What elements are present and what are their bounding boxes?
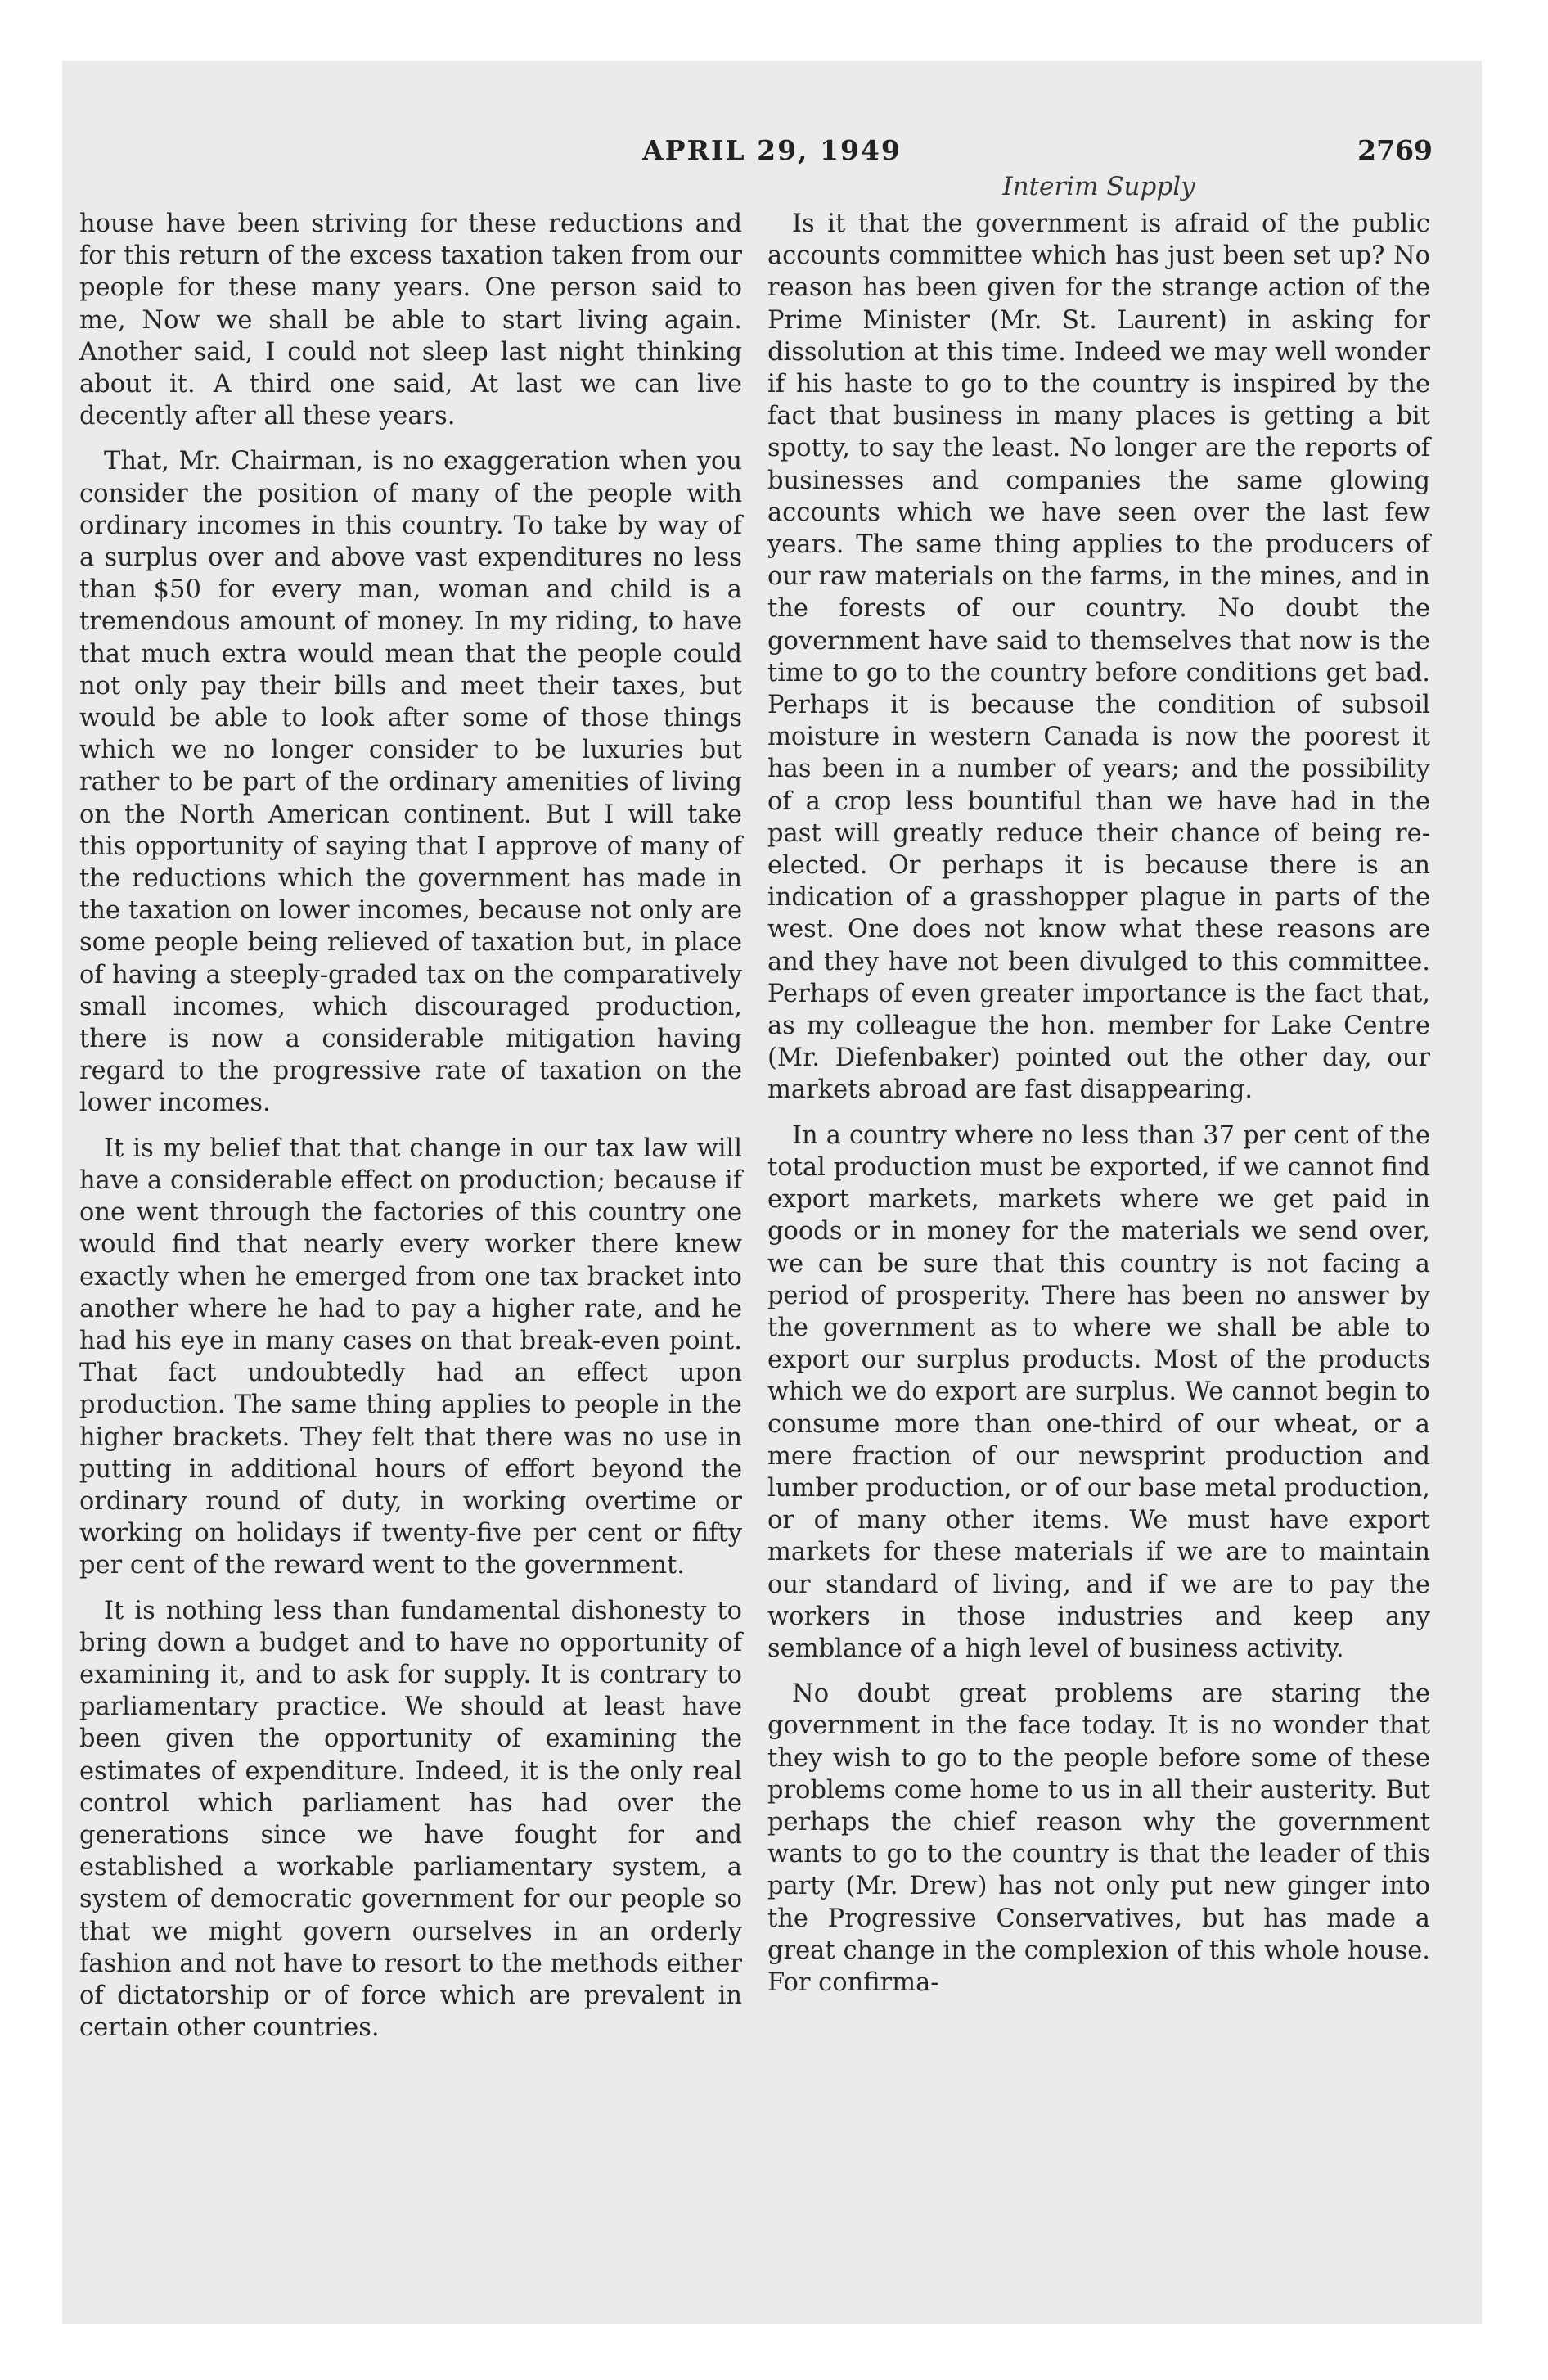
header-date: APRIL 29, 1949 xyxy=(642,134,902,166)
left-column xyxy=(79,208,742,2057)
left-paragraph-4: It is nothing less than fundamental dishonesty to bring down a budget and to have no opportunity of examining it, and to ask for supply. It is contrary to parliamentary practice. We should at least have been given the opportunity of examining the estimates of expenditure. Indeed, it is the only real control which parliament has had over the generations since we have fought for and established a workable parliamentary system, a system of democratic government for our people so that we might govern ourselves in an orderly fashion and not have to resort to the methods either of dictatorship or of force which are prevalent in certain other countries. xyxy=(79,1596,742,2043)
left-paragraph-3: It is my belief that that change in our tax law will have a considerable effect on production; because if one went through the factories of this country one would find that nearly every worker there knew exactly when he emerged from one tax bracket into another where he had to pay a higher rate, and he had his eye in many cases on that break-even point. That fact undoubtedly had an effect upon production. The same thing applies to people in the higher brackets. They felt that there was no use in putting in additional hours of effort beyond the ordinary round of duty, in working overtime or working on holidays if twenty-five per cent or fifty per cent of the reward went to the government. xyxy=(79,1134,742,1580)
page-number: 2769 xyxy=(1357,134,1433,166)
left-paragraph-1: house have been striving for these reductions and for this return of the excess taxation taken from our people for these many years. One person said to me, Now we shall be able to start living again. Another said, I could not sleep last night thinking about it. A third one said, At last we can live decently after all these years. xyxy=(79,210,742,431)
right-paragraph-1: Is it that the government is afraid of the public accounts committee which has just been set up? No reason has been given for the strange action of the Prime Minister (Mr. St. Laurent) in asking for dissolution at this time. Indeed we may well wonder if his haste to go to the country is inspired by the fact that business in many places is getting a bit spotty, to say the least. No longer are the reports of businesses and companies the same glowing accounts which we have seen over the last few years. The same thing applies to the producers of our raw materials on the farms, in the mines, and in the forests of our country. No doubt the government have said to themselves that now is the time to go to the country before conditions get bad. Perhaps it is because the condition of subsoil moisture in western Canada is now the poorest it has been in a number of years; and the possibility of a crop less bountiful than we have had in the past will greatly reduce their chance of being re-elected. Or perhaps it is because there is an indication of a grasshopper plague in parts of the west. One does not know what these reasons are and they have not been divulged to this committee. Perhaps of even greater importance is the fact that, as my colleague the hon. member for Lake Centre (Mr. Diefenbaker) pointed out the other day, our markets abroad are fast disappearing. xyxy=(767,210,1430,1105)
right-column xyxy=(767,170,1430,2012)
right-paragraph-3: No doubt great problems are staring the government in the face today. It is no wonder that they wish to go to the people before some of these problems come home to us in all their austerity. But perhaps the chief reason why the government wants to go to the country is that the leader of this party (Mr. Drew) has not only put new ginger into the Progressive Conservatives, but has made a great change in the complexion of this whole house. For confirma- xyxy=(767,1679,1430,1997)
section-subheading: Interim Supply xyxy=(1002,172,1195,201)
right-paragraph-2: In a country where no less than 37 per cent of the total production must be exported, if we cannot find export markets, markets where we get paid in goods or in money for the materials we send over, we can be sure that this country is not facing a period of prosperity. There has been no answer by the government as to where we shall be able to export our surplus products. Most of the products which we do export are surplus. We cannot begin to consume more than one-third of our wheat, or a mere fraction of our newsprint production and lumber production, or of our base metal production, or of many other items. We must have export markets for these materials if we are to maintain our standard of living, and if we are to pay the workers in those industries and keep any semblance of a high level of business activity. xyxy=(767,1120,1430,1663)
page-sheet xyxy=(62,61,1482,2324)
left-paragraph-2: That, Mr. Chairman, is no exaggeration when you consider the position of many of the people with ordinary incomes in this country. To take by way of a surplus over and above vast expenditures no less than $50 for every man, woman and child is a tremendous amount of money. In my riding, to have that much extra would mean that the people could not only pay their bills and meet their taxes, but would be able to look after some of those things which we no longer consider to be luxuries but rather to be part of the ordinary amenities of living on the North American continent. But I will take this opportunity of saying that I approve of many of the reductions which the government has made in the taxation on lower incomes, because not only are some people being relieved of taxation but, in place of having a steeply-graded tax on the comparatively small incomes, which discouraged production, there is now a considerable mitigation having regard to the progressive rate of taxation on the lower incomes. xyxy=(79,447,742,1118)
